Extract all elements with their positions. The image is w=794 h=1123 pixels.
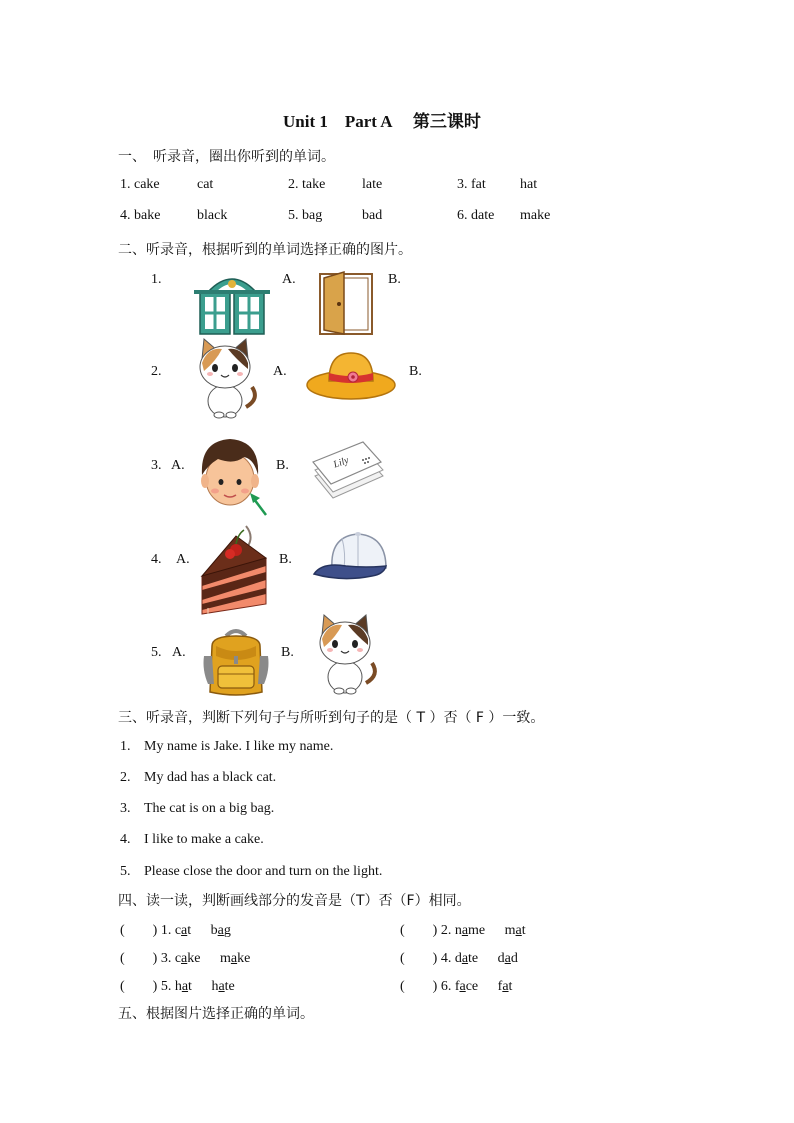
word: 3. fat — [457, 177, 486, 192]
sentence-item — [120, 770, 276, 786]
word-2: mat — [504, 923, 526, 938]
option-a-label: A. — [282, 272, 296, 287]
sentence-text: My dad has a black cat. — [144, 770, 277, 785]
sentence-text: I like to make a cake. — [144, 832, 264, 847]
word: 4. bake — [120, 208, 161, 223]
option-b-label: B. — [279, 552, 292, 567]
word: late — [362, 177, 383, 192]
item-number: 3. — [160, 951, 172, 966]
sentence-item — [120, 801, 274, 817]
item-number: 4. — [120, 832, 131, 847]
option-a-label: A. — [176, 552, 190, 567]
door-icon — [316, 272, 376, 336]
answer-blank[interactable]: ( ) — [400, 923, 438, 938]
answer-blank[interactable]: ( ) — [120, 951, 158, 966]
question-number: 5. — [151, 645, 162, 660]
word-2: fat — [497, 979, 513, 994]
answer-blank[interactable]: ( ) — [400, 979, 438, 994]
phonics-item — [120, 919, 231, 939]
answer-blank[interactable]: ( ) — [120, 979, 158, 994]
section-1-heading: 一、 听录音，圈出你听到的单词。 — [118, 149, 335, 165]
word: bad — [362, 208, 383, 223]
sentence-item — [120, 739, 333, 755]
word: hat — [520, 177, 538, 192]
item-number: 5. — [160, 979, 172, 994]
item-number: 2. — [440, 923, 452, 938]
boy-face-icon — [198, 435, 272, 517]
item-number: 1. — [160, 923, 172, 938]
word-2: bag — [210, 923, 231, 938]
cake-icon — [200, 524, 270, 616]
cat-icon — [194, 337, 260, 421]
word-1: cake — [174, 951, 201, 966]
schoolbag-icon — [200, 626, 272, 698]
page-title: Unit 1 Part A 第三课时 — [283, 112, 481, 131]
word-1: date — [454, 951, 479, 966]
word-1: name — [454, 923, 486, 938]
cap-icon — [312, 530, 390, 586]
sentence-text: Please close the door and turn on the light. — [144, 864, 383, 879]
word: 6. date — [457, 208, 495, 223]
option-a-label: A. — [171, 458, 185, 473]
hat-icon — [305, 349, 397, 401]
section-5-heading: 五、根据图片选择正确的单词。 — [118, 1006, 314, 1022]
item-number: 3. — [120, 801, 131, 816]
option-a-label: A. — [273, 364, 287, 379]
word: cat — [197, 177, 214, 192]
word: 5. bag — [288, 208, 323, 223]
section-3-heading: 三、听录音，判断下列句子与所听到句子的是（ T ）否（ F ）一致。 — [118, 710, 545, 726]
sentence-item — [120, 832, 264, 848]
cat-icon — [312, 613, 382, 697]
question-number: 4. — [151, 552, 162, 567]
item-number: 1. — [120, 739, 131, 754]
answer-blank[interactable]: ( ) — [120, 923, 158, 938]
item-number: 4. — [440, 951, 452, 966]
word-1: face — [454, 979, 479, 994]
word: make — [520, 208, 551, 223]
word-1: cat — [174, 923, 192, 938]
phonics-item — [400, 975, 512, 995]
item-number: 2. — [120, 770, 131, 785]
question-number: 1. — [151, 272, 162, 287]
phonics-item — [120, 975, 235, 995]
question-number: 3. — [151, 458, 162, 473]
word-2: hate — [211, 979, 235, 994]
sentence-text: The cat is on a big bag. — [144, 801, 275, 816]
card-text: Lily — [331, 454, 351, 471]
name-card-icon — [309, 432, 385, 502]
window-icon — [194, 272, 270, 336]
word-2: make — [219, 951, 251, 966]
section-4-heading: 四、读一读，判断画线部分的发音是（T）否（F）相同。 — [118, 893, 471, 909]
phonics-item — [400, 947, 518, 967]
sentence-item — [120, 864, 382, 880]
word: 1. cake — [120, 177, 160, 192]
phonics-item — [120, 947, 250, 967]
word-2: dad — [497, 951, 518, 966]
option-a-label: A. — [172, 645, 186, 660]
word: 2. take — [288, 177, 326, 192]
item-number: 5. — [120, 864, 131, 879]
option-b-label: B. — [276, 458, 289, 473]
word: black — [197, 208, 228, 223]
sentence-text: My name is Jake. I like my name. — [144, 739, 334, 754]
option-b-label: B. — [409, 364, 422, 379]
section-2-heading: 二、听录音，根据听到的单词选择正确的图片。 — [118, 242, 412, 258]
answer-blank[interactable]: ( ) — [400, 951, 438, 966]
question-number: 2. — [151, 364, 162, 379]
option-b-label: B. — [388, 272, 401, 287]
option-b-label: B. — [281, 645, 294, 660]
word-1: hat — [174, 979, 192, 994]
phonics-item — [400, 919, 526, 939]
item-number: 6. — [440, 979, 452, 994]
